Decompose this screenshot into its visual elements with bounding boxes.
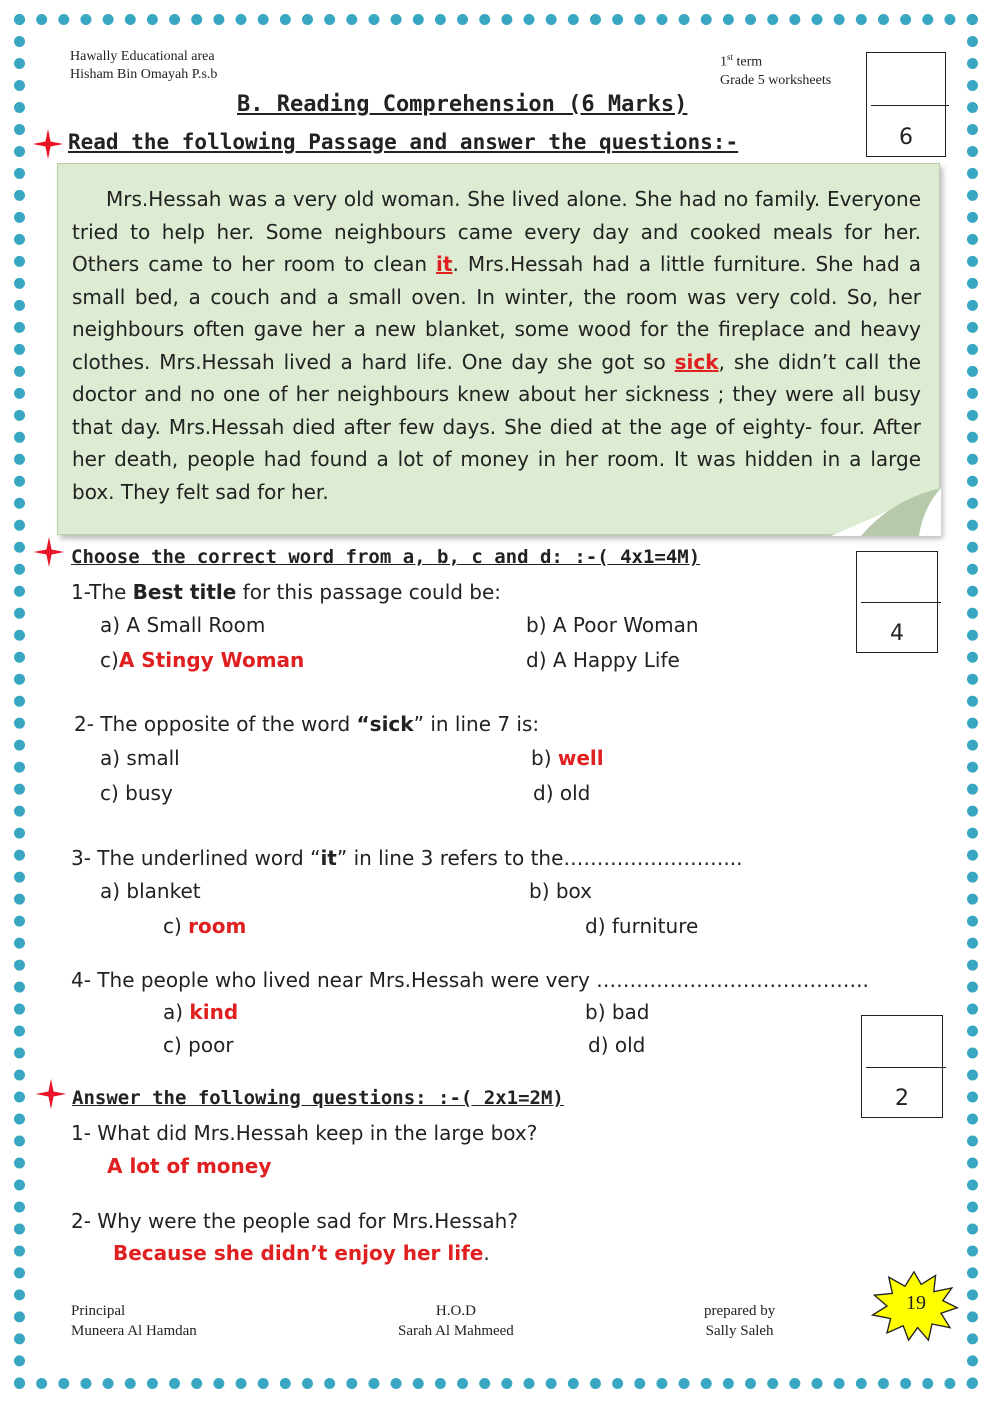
q4-option-a: a) kind — [163, 1000, 239, 1024]
preparer-name: Sally Saleh — [705, 1323, 774, 1339]
instruction: Read the following Passage and answer the questions:- — [68, 130, 739, 154]
q3-answer: room — [188, 914, 247, 938]
total-score: 6 — [899, 125, 913, 150]
q3-option-a: a) blanket — [100, 879, 201, 903]
passage-word-sick: sick — [674, 349, 719, 374]
open-q2-answer: Because she didn’t enjoy her life. — [113, 1241, 490, 1265]
school-name: Hisham Bin Omayah P.s.b — [70, 67, 218, 82]
q4-option-b: b) bad — [585, 1000, 650, 1024]
total-score-box — [866, 52, 946, 157]
q2-option-a: a) small — [100, 746, 180, 770]
q1-option-c: c)A Stingy Woman — [100, 648, 305, 672]
star-bullet-icon — [34, 1077, 68, 1111]
q2-option-b: b) well — [531, 746, 604, 770]
passage-word-it: it — [436, 252, 453, 276]
star-bullet-icon — [32, 535, 66, 569]
mcq-score-box — [856, 551, 938, 653]
q3-option-c: c) room — [163, 914, 247, 938]
principal-name: Muneera Al Hamdan — [71, 1323, 197, 1339]
q1-option-a: a) A Small Room — [100, 613, 266, 637]
star-bullet-icon — [31, 127, 65, 161]
page-number: 19 — [906, 1292, 926, 1314]
term-label: 1st term — [720, 52, 763, 70]
q1-option-b: b) A Poor Woman — [526, 613, 699, 637]
answer-score-box — [861, 1015, 943, 1118]
q3-option-b: b) box — [529, 879, 593, 903]
q3-option-d: d) furniture — [585, 914, 699, 938]
passage-text: Mrs.Hessah was a very old woman. She lived alone. She had no family. Everyone tried to help her. Some neighbours came every day and cooked meals for her. Others came to her room to clean it. Mrs.Hessah had a little furniture. She had a small bed, a couch and a small oven. In winter, the room was very cold. So, her neighbours often gave her a new blanket, some wood for the fireplace and heavy clothes. Mrs.Hessah lived a hard life. One day she got so sick, she didn’t call the doctor and no one of her neighbours knew about her sickness ; they were all busy that day. Mrs.Hessah died after few days. She died at the age of eighty- four. After her death, people had found a lot of money in her room. It was hidden in a large box. They felt sad for her. — [72, 187, 921, 504]
header-left — [70, 48, 217, 84]
q4-text: 4- The people who lived near Mrs.Hessah were very ………………………………….. — [71, 968, 869, 992]
reading-passage — [57, 163, 940, 535]
answer-score: 2 — [895, 1086, 909, 1111]
grade-label: Grade 5 worksheets — [720, 72, 832, 88]
q2-answer: well — [557, 746, 604, 770]
page-curl — [831, 488, 941, 536]
q4-option-c: c) poor — [163, 1033, 234, 1057]
section-title: B. Reading Comprehension (6 Marks) — [237, 92, 688, 117]
q3-text: 3- The underlined word “it” in line 3 refers to the……………………... — [71, 846, 743, 870]
q4-answer: kind — [189, 1000, 239, 1024]
open-q1-answer: A lot of money — [107, 1154, 272, 1178]
q4-option-d: d) old — [588, 1033, 646, 1057]
answer-heading: Answer the following questions: :-( 2x1=2M) — [72, 1087, 564, 1109]
footer-principal: Principal Muneera Al Hamdan — [71, 1303, 197, 1339]
footer-hod: H.O.D Sarah Al Mahmeed — [398, 1303, 514, 1339]
q1-answer: A Stingy Woman — [118, 648, 305, 672]
q2-option-d: d) old — [533, 781, 591, 805]
hod-name: Sarah Al Mahmeed — [398, 1323, 514, 1339]
footer-prepared: prepared by Sally Saleh — [704, 1303, 776, 1339]
q2-option-c: c) busy — [100, 781, 173, 805]
open-q1-text: 1- What did Mrs.Hessah keep in the large box? — [71, 1121, 538, 1145]
q2-text: 2- The opposite of the word “sick” in line 7 is: — [74, 712, 540, 736]
mcq-score: 4 — [890, 621, 904, 646]
q1-option-d: d) A Happy Life — [526, 648, 680, 672]
school-area: Hawally Educational area — [70, 49, 215, 64]
q1-text: 1-The Best title for this passage could be: — [71, 580, 502, 604]
header-right — [720, 48, 831, 90]
open-q2-text: 2- Why were the people sad for Mrs.Hessah? — [71, 1209, 518, 1233]
mcq-heading: Choose the correct word from a, b, c and d: :-( 4x1=4M) — [71, 546, 701, 568]
